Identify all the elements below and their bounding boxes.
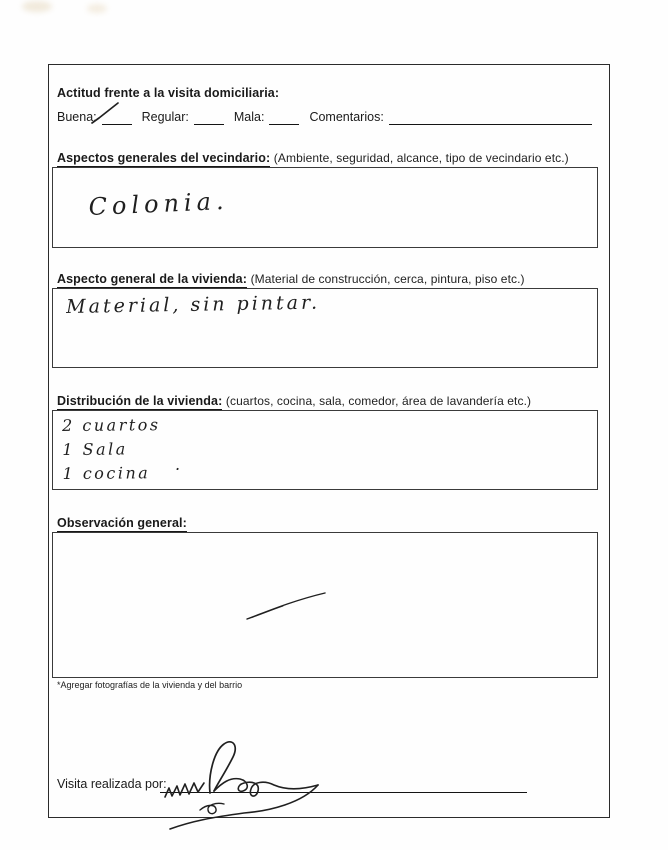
visit-by-label: Visita realizada por:	[57, 777, 167, 791]
section-title-observacion: Observación general:	[57, 516, 187, 530]
attitude-options-row	[57, 110, 592, 125]
section-title-vivienda: Aspecto general de la vivienda: (Material de construcción, cerca, pintura, piso etc.)	[57, 272, 525, 286]
stray-pen-stroke	[243, 586, 333, 626]
section-hint-distribucion: (cuartos, cocina, sala, comedor, área de lavandería etc.)	[225, 394, 532, 408]
section-hint-vecindario: (Ambiente, seguridad, alcance, tipo de vecindario etc.)	[273, 151, 569, 165]
scan-smudge	[22, 1, 52, 12]
checkmark-buena	[90, 101, 122, 127]
section-title-distribucion: Distribución de la vivienda: (cuartos, cocina, sala, comedor, área de lavandería etc.)	[57, 394, 532, 408]
option-regular-blank	[194, 111, 224, 125]
section-title-vecindario: Aspectos generales del vecindario: (Ambiente, seguridad, alcance, tipo de vecindario etc.)	[57, 151, 569, 165]
photos-footnote: *Agregar fotografías de la vivienda y del barrio	[57, 680, 243, 690]
handwritten-line-sala: 1 Sala	[62, 439, 128, 459]
comentarios-blank	[389, 111, 592, 125]
handwritten-distribucion	[62, 413, 161, 486]
handwritten-line-cocina: 1 cocina	[62, 463, 151, 483]
handwritten-vecindario: Colonia.	[88, 186, 230, 221]
signature-scribble	[152, 733, 337, 838]
option-mala-label: Mala:	[233, 110, 265, 124]
handwritten-line-cuartos: 2 cuartos	[62, 415, 161, 435]
section-title-actitud: Actitud frente a la visita domiciliaria:	[57, 86, 280, 100]
section-hint-vivienda: (Material de construcción, cerca, pintura, piso etc.)	[250, 272, 525, 286]
handwritten-vivienda: Material, sin pintar.	[66, 291, 321, 318]
option-buena-label: Buena:	[57, 110, 97, 124]
comentarios-label: Comentarios:	[309, 110, 384, 124]
option-mala-blank	[269, 111, 299, 125]
option-regular-label: Regular:	[141, 110, 189, 124]
handwritten-stray-dot: .	[175, 455, 181, 474]
scan-smudge	[87, 4, 107, 13]
